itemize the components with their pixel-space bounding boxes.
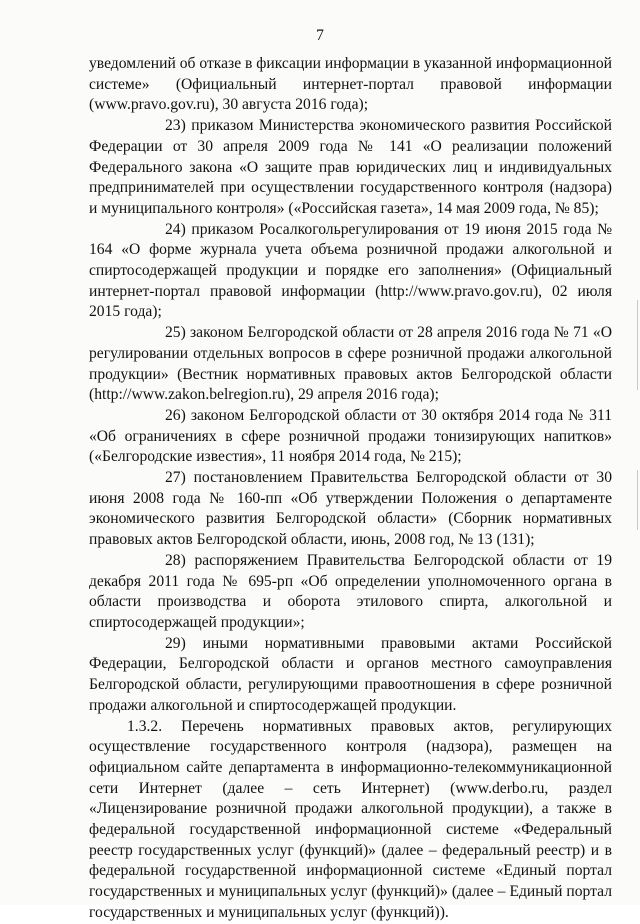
section-text: Перечень нормативных правовых актов, регулирующих осуществление государственного контроля (надзора), размещен на официальном сайте департамента в информационно-телекоммуникационной сети Интернет (далее – сеть Интернет) (www.derbo.ru, раздел «Лицензирование розничной продажи алкогольной продукции), а также в федеральной государственной информационной системе «Федеральный реестр государственных услуг (функций)» (далее – федеральный реестр) и в федеральной государственной информационной системе «Единый портал государственных и муниципальных услуг (функций)» (далее – Единый портал государственных и муниципальных услуг (функций)). [89, 717, 613, 921]
scan-artifact-line [637, 470, 638, 530]
list-item-text: постановлением Правительства Белгородской области от 30 июня 2008 года № 160-пп «Об утверждении Положения о департаменте экономического развития Белгородской области» (Сборник нормативных правовых актов Белгородской области, июнь, 2008 год, № 13 (131); [89, 469, 612, 549]
list-item-text: законом Белгородской области от 28 апреля 2016 года № 71 «О регулировании отдельных вопросов в сфере розничной продажи алкогольной продукции» (Вестник нормативных правовых актов Белгородской области (http://www.zakon.belregion.ru), 29 апреля 2016 года); [89, 324, 612, 404]
list-item-number: 27) [165, 469, 186, 487]
list-item-number: 29) [165, 634, 186, 652]
list-item-number: 26) [165, 406, 186, 424]
document-body [89, 54, 612, 924]
scan-artifact-line [637, 300, 638, 390]
paragraph-text: уведомлений об отказе в фиксации информации в указанной информационной системе» (Официальный интернет-портал правовой информации (www.pravo.gov.ru), 30 августа 2016 года); [89, 55, 612, 114]
list-item-number: 24) [165, 220, 186, 238]
list-item-text: иными нормативными правовыми актами Российской Федерации, Белгородской области и органов местного самоуправления Белгородской области, регулирующими правоотношения в сфере розничной продажи алкогольной и спиртосодержащей продукции. [89, 634, 612, 714]
list-item-29 [89, 634, 612, 717]
section-1-3-2 [89, 717, 612, 924]
list-item-25 [89, 323, 612, 406]
list-item-27 [89, 468, 612, 551]
page-number: 7 [316, 27, 324, 44]
list-item-26 [89, 406, 612, 468]
list-item-number: 28) [165, 551, 186, 569]
list-item-text: законом Белгородской области от 30 октября 2014 года № 311 «Об ограничениях в сфере розничной продажи тонизирующих напитков» («Белгородские известия», 11 ноября 2014 года, № 215); [89, 406, 612, 466]
paragraph-continuation [89, 54, 612, 116]
list-item-text: распоряжением Правительства Белгородской области от 19 декабря 2011 года № 695-рп «Об определении уполномоченного органа в области производства и оборота этилового спирта, алкогольной и спиртосодержащей продукции»; [89, 551, 612, 631]
section-number: 1.3.2. [127, 717, 163, 735]
list-item-text: приказом Министерства экономического развития Российской Федерации от 30 апреля 2009 года № 141 «О реализации положений Федерального закона «О защите прав юридических лиц и индивидуальных предпринимателей при осуществлении государственного контроля (надзора) и муниципального контроля» («Российская газета», 14 мая 2009 года, № 85); [89, 117, 612, 217]
list-item-number: 25) [165, 324, 186, 342]
list-item-number: 23) [165, 117, 186, 135]
list-item-text: приказом Росалкогольрегулирования от 19 июня 2015 года № 164 «О форме журнала учета объема розничной продажи алкогольной и спиртосодержащей продукции и порядке его заполнения» (Официальный интернет-портал правовой информации (http://www.pravo.gov.ru), 02 июля 2015 года); [89, 220, 612, 321]
list-item-23 [89, 116, 612, 220]
list-item-28 [89, 551, 612, 634]
list-item-24 [89, 220, 612, 324]
